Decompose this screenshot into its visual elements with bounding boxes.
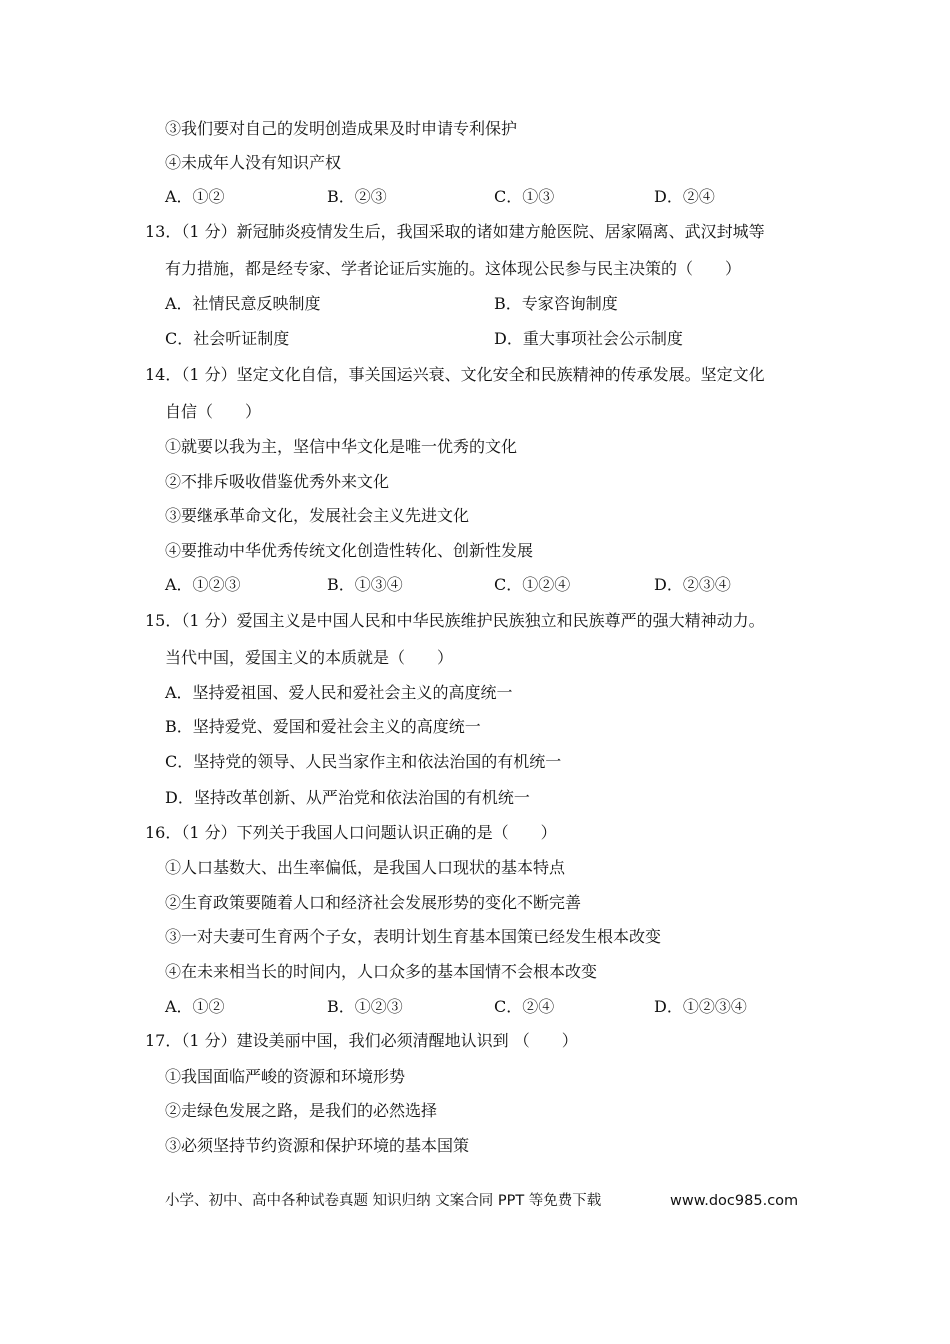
q16-item-3: ③一对夫妻可生育两个子女，表明计划生育基本国策已经发生根本改变 [165, 927, 662, 946]
q15-stem-line-2: 当代中国，爱国主义的本质就是（ ） [165, 648, 454, 667]
q15-stem-line-1: 15．（1 分）爱国主义是中国人民和中华民族维护民族独立和民族尊严的强大精神动力。 [145, 611, 765, 630]
q13-option-c: C．社会听证制度 [165, 329, 290, 348]
footer-url[interactable]: www.doc985.com [670, 1193, 799, 1209]
q13-option-d: D．重大事项社会公示制度 [494, 329, 683, 348]
q13-option-a: A．社情民意反映制度 [165, 294, 321, 313]
q12-item-3: ③我们要对自己的发明创造成果及时申请专利保护 [165, 119, 518, 138]
q16-item-1: ①人口基数大、出生率偏低，是我国人口现状的基本特点 [165, 858, 566, 877]
q14-option-d: D．②③④ [654, 575, 731, 594]
q14-option-b: B．①③④ [327, 575, 403, 594]
q16-option-d: D．①②③④ [654, 997, 747, 1016]
q14-item-3: ③要继承革命文化，发展社会主义先进文化 [165, 506, 470, 525]
q14-option-c: C．①②④ [494, 575, 571, 594]
q12-item-4: ④未成年人没有知识产权 [165, 153, 342, 172]
q12-option-d: D．②④ [654, 187, 715, 206]
q14-stem-line-1: 14．（1 分）坚定文化自信，事关国运兴衰、文化安全和民族精神的传承发展。坚定文化 [145, 365, 765, 384]
q12-option-c: C．①③ [494, 187, 555, 206]
q14-item-1: ①就要以我为主，坚信中华文化是唯一优秀的文化 [165, 437, 518, 456]
q14-item-2: ②不排斥吸收借鉴优秀外来文化 [165, 472, 390, 491]
q17-stem: 17．（1 分）建设美丽中国，我们必须清醒地认识到 （ ） [145, 1031, 578, 1050]
q15-option-c: C．坚持党的领导、人民当家作主和依法治国的有机统一 [165, 752, 562, 771]
q15-option-b: B．坚持爱党、爱国和爱社会主义的高度统一 [165, 717, 481, 736]
q16-item-4: ④在未来相当长的时间内，人口众多的基本国情不会根本改变 [165, 962, 598, 981]
q16-option-b: B．①②③ [327, 997, 403, 1016]
q12-option-a: A．①② [165, 187, 225, 206]
q17-item-3: ③必须坚持节约资源和保护环境的基本国策 [165, 1136, 470, 1155]
q13-stem-line-2: 有力措施，都是经专家、学者论证后实施的。这体现公民参与民主决策的（ ） [165, 259, 742, 278]
q12-option-b: B．②③ [327, 187, 387, 206]
q16-item-2: ②生育政策要随着人口和经济社会发展形势的变化不断完善 [165, 893, 582, 912]
q14-option-a: A．①②③ [165, 575, 241, 594]
q17-item-1: ①我国面临严峻的资源和环境形势 [165, 1067, 406, 1086]
q16-stem: 16．（1 分）下列关于我国人口问题认识正确的是（ ） [145, 823, 557, 842]
q16-option-c: C．②④ [494, 997, 555, 1016]
q15-option-a: A．坚持爱祖国、爱人民和爱社会主义的高度统一 [165, 683, 513, 702]
q17-item-2: ②走绿色发展之路，是我们的必然选择 [165, 1101, 438, 1120]
q13-option-b: B．专家咨询制度 [494, 294, 618, 313]
q13-stem-line-1: 13．（1 分）新冠肺炎疫情发生后，我国采取的诸如建方舱医院、居家隔离、武汉封城等 [145, 222, 765, 241]
q14-stem-line-2: 自信（ ） [165, 402, 262, 421]
page-footer [165, 1191, 799, 1211]
q16-option-a: A．①② [165, 997, 225, 1016]
q15-option-d: D．坚持改革创新、从严治党和依法治国的有机统一 [165, 788, 530, 807]
q14-item-4: ④要推动中华优秀传统文化创造性转化、创新性发展 [165, 541, 534, 560]
footer-text: 小学、初中、高中各种试卷真题 知识归纳 文案合同 PPT 等免费下载 [165, 1193, 602, 1209]
